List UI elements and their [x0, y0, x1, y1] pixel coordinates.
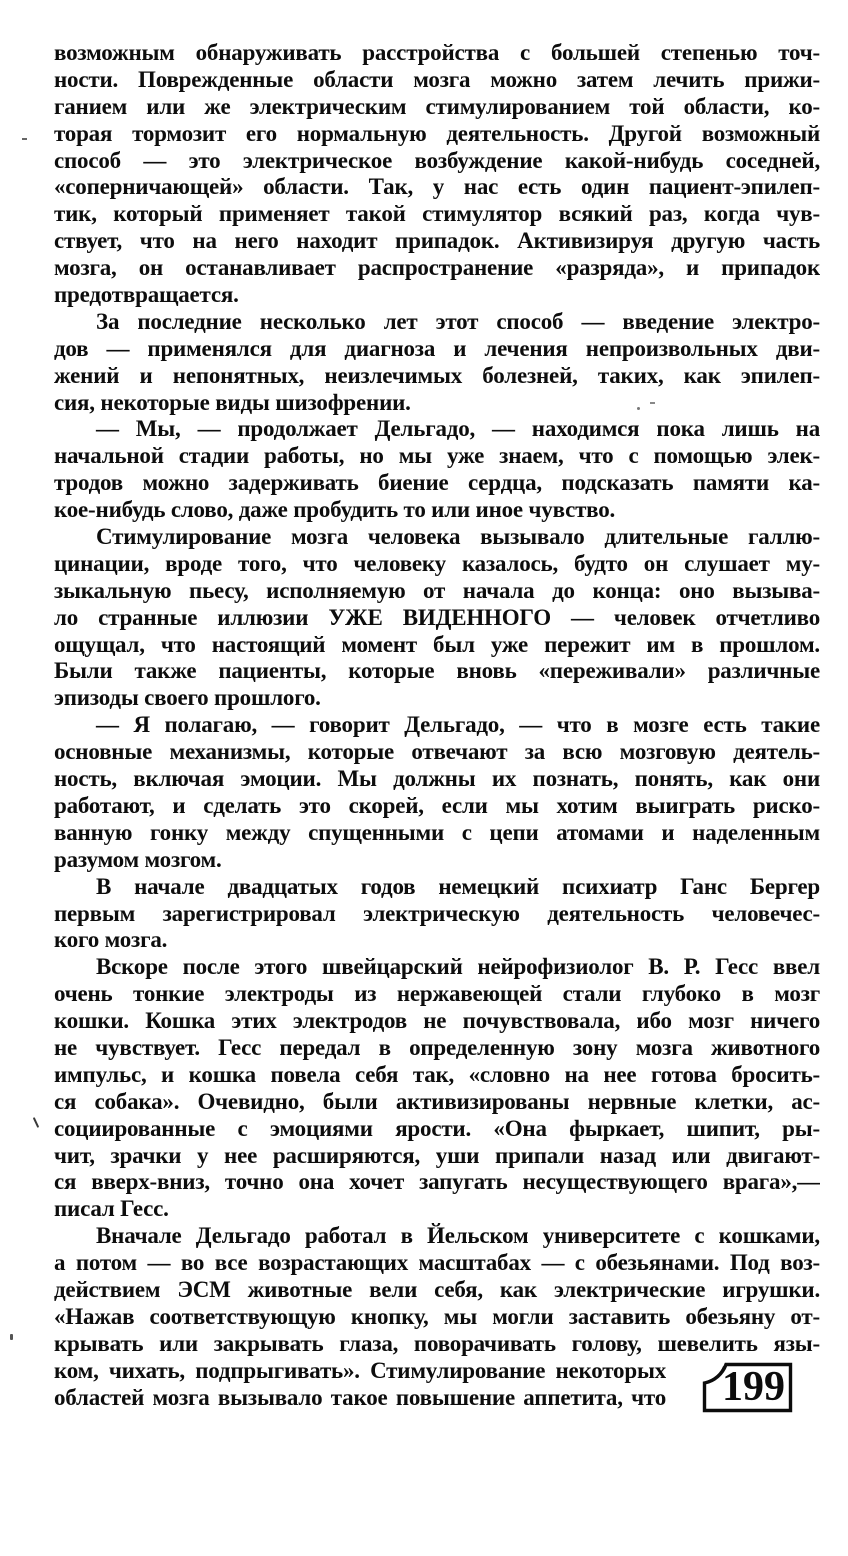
text-line: кого мозга.: [54, 927, 168, 953]
paragraph: [54, 874, 820, 955]
text-line: ло странные иллюзии УЖЕ ВИДЕННОГО — человек отчетливо: [54, 604, 820, 630]
text-line: жений и непонятных, неизлечимых болезней, таких, как эпилеп-: [54, 362, 820, 388]
text-line: социированные с эмоциями ярости. «Она фыркает, шипит, ры-: [54, 1115, 820, 1141]
text-line: Были также пациенты, которые вновь «переживали» различные: [54, 658, 820, 684]
text-line: предотвращается.: [54, 282, 239, 308]
text-line: — Я полагаю, — говорит Дельгадо, — что в мозге есть такие: [96, 712, 820, 738]
scan-speck: [22, 138, 27, 140]
text-line: торая тормозит его нормальную деятельность. Другой возможный: [54, 120, 820, 146]
text-line: первым зарегистрировал электрическую деятельность человечес-: [54, 900, 820, 926]
text-line: ком, чихать, подпрыгивать». Стимулирование некоторых: [54, 1357, 666, 1383]
paragraph: [54, 524, 820, 712]
text-line: областей мозга вызывало такое повышение аппетита, что: [54, 1384, 666, 1410]
text-line: не чувствует. Гесс передал в определенную зону мозга животного: [54, 1034, 820, 1060]
text-line: крывать или закрывать глаза, поворачивать голову, шевелить язы-: [54, 1330, 820, 1356]
scan-speck: [33, 1117, 39, 1128]
page-number-box: [702, 1362, 793, 1413]
text-line: — Мы, — продолжает Дельгадо, — находимся пока лишь на: [96, 416, 820, 442]
text-line: очень тонкие электроды из нержавеющей стали глубоко в мозг: [54, 981, 820, 1007]
text-block: [54, 40, 820, 1411]
text-line: ганием или же электрическим стимулированием той области, ко-: [54, 93, 820, 119]
text-line: импульс, и кошка повела себя так, «словно на нее готова бросить-: [54, 1061, 820, 1087]
paragraph: [54, 416, 820, 524]
text-line: кое-нибудь слово, даже пробудить то или иное чувство.: [54, 497, 616, 523]
text-line: возможным обнаруживать расстройства с большей степенью точ-: [54, 40, 820, 65]
text-line: ствует, что на него находит припадок. Активизируя другую часть: [54, 228, 820, 254]
text-line: ощущал, что настоящий момент был уже пережит им в прошлом.: [54, 631, 820, 657]
text-line: тродов можно задерживать биение сердца, подсказать памяти ка-: [54, 470, 820, 496]
text-line: кошки. Кошка этих электродов не почувствовала, ибо мозг ничего: [54, 1008, 820, 1034]
text-line: писал Гесс.: [54, 1196, 169, 1222]
paragraph: [54, 954, 820, 1223]
text-line: ванную гонку между спущенными с цепи атомами и наделенным: [54, 819, 820, 845]
scan-speck: [10, 1334, 13, 1340]
paragraph: [54, 309, 820, 417]
text-line: дов — применялся для диагноза и лечения непроизвольных дви-: [54, 335, 820, 361]
text-line: Вскоре после этого швейцарский нейрофизиолог В. Р. Гесс ввел: [96, 954, 820, 980]
paragraph: [54, 40, 820, 309]
text-line: Вначале Дельгадо работал в Йельском университете с кошками,: [96, 1223, 820, 1249]
text-line: эпизоды своего прошлого.: [54, 685, 321, 711]
text-line: мозга, он останавливает распространение «разряда», и припадок: [54, 255, 820, 281]
text-line: зыкальную пьесу, исполняемую от начала до конца: оно вызыва-: [54, 577, 820, 603]
text-line: ность, включая эмоции. Мы должны их познать, понять, как они: [54, 766, 820, 792]
text-line: ся собака». Очевидно, были активизированы нервные клетки, ас-: [54, 1088, 820, 1114]
text-line: разумом мозгом.: [54, 846, 222, 872]
text-line: действием ЭСМ животные вели себя, как электрические игрушки.: [54, 1276, 820, 1302]
text-line: основные механизмы, которые отвечают за всю мозговую деятель-: [54, 739, 820, 765]
text-line: ся вверх-вниз, точно она хочет запугать несуществующего врага»,—: [54, 1169, 820, 1195]
text-line: способ — это электрическое возбуждение какой-нибудь соседней,: [54, 147, 820, 173]
text-line: чит, зрачки у нее расширяются, уши припали назад или двигают-: [54, 1142, 820, 1168]
text-line: «соперничающей» области. Так, у нас есть один пациент-эпилеп-: [54, 174, 820, 200]
text-line: За последние несколько лет этот способ — введение электро-: [96, 308, 820, 334]
scan-speck: [650, 402, 655, 404]
text-line: тик, который применяет такой стимулятор всякий раз, когда чув-: [54, 201, 820, 227]
text-line: а потом — во все возрастающих масштабах — с обезьянами. Под воз-: [54, 1250, 820, 1276]
text-line: начальной стадии работы, но мы уже знаем, что с помощью элек-: [54, 443, 820, 469]
text-line: В начале двадцатых годов немецкий психиатр Ганс Бергер: [96, 873, 820, 899]
text-line: сия, некоторые виды шизофрении.: [54, 389, 411, 415]
text-line: ности. Поврежденные области мозга можно затем лечить прижи-: [54, 66, 820, 92]
text-line: работают, и сделать это скорей, если мы хотим выиграть риско-: [54, 792, 820, 818]
text-line: «Нажав соответствующую кнопку, мы могли заставить обезьяну от-: [54, 1303, 820, 1329]
paragraph: [54, 712, 820, 873]
scan-speck: [637, 407, 640, 410]
text-line: цинации, вроде того, что человеку казалось, будто он слушает му-: [54, 550, 820, 576]
text-line: Стимулирование мозга человека вызывало длительные галлю-: [96, 524, 820, 550]
page-number: 199: [722, 1364, 785, 1410]
